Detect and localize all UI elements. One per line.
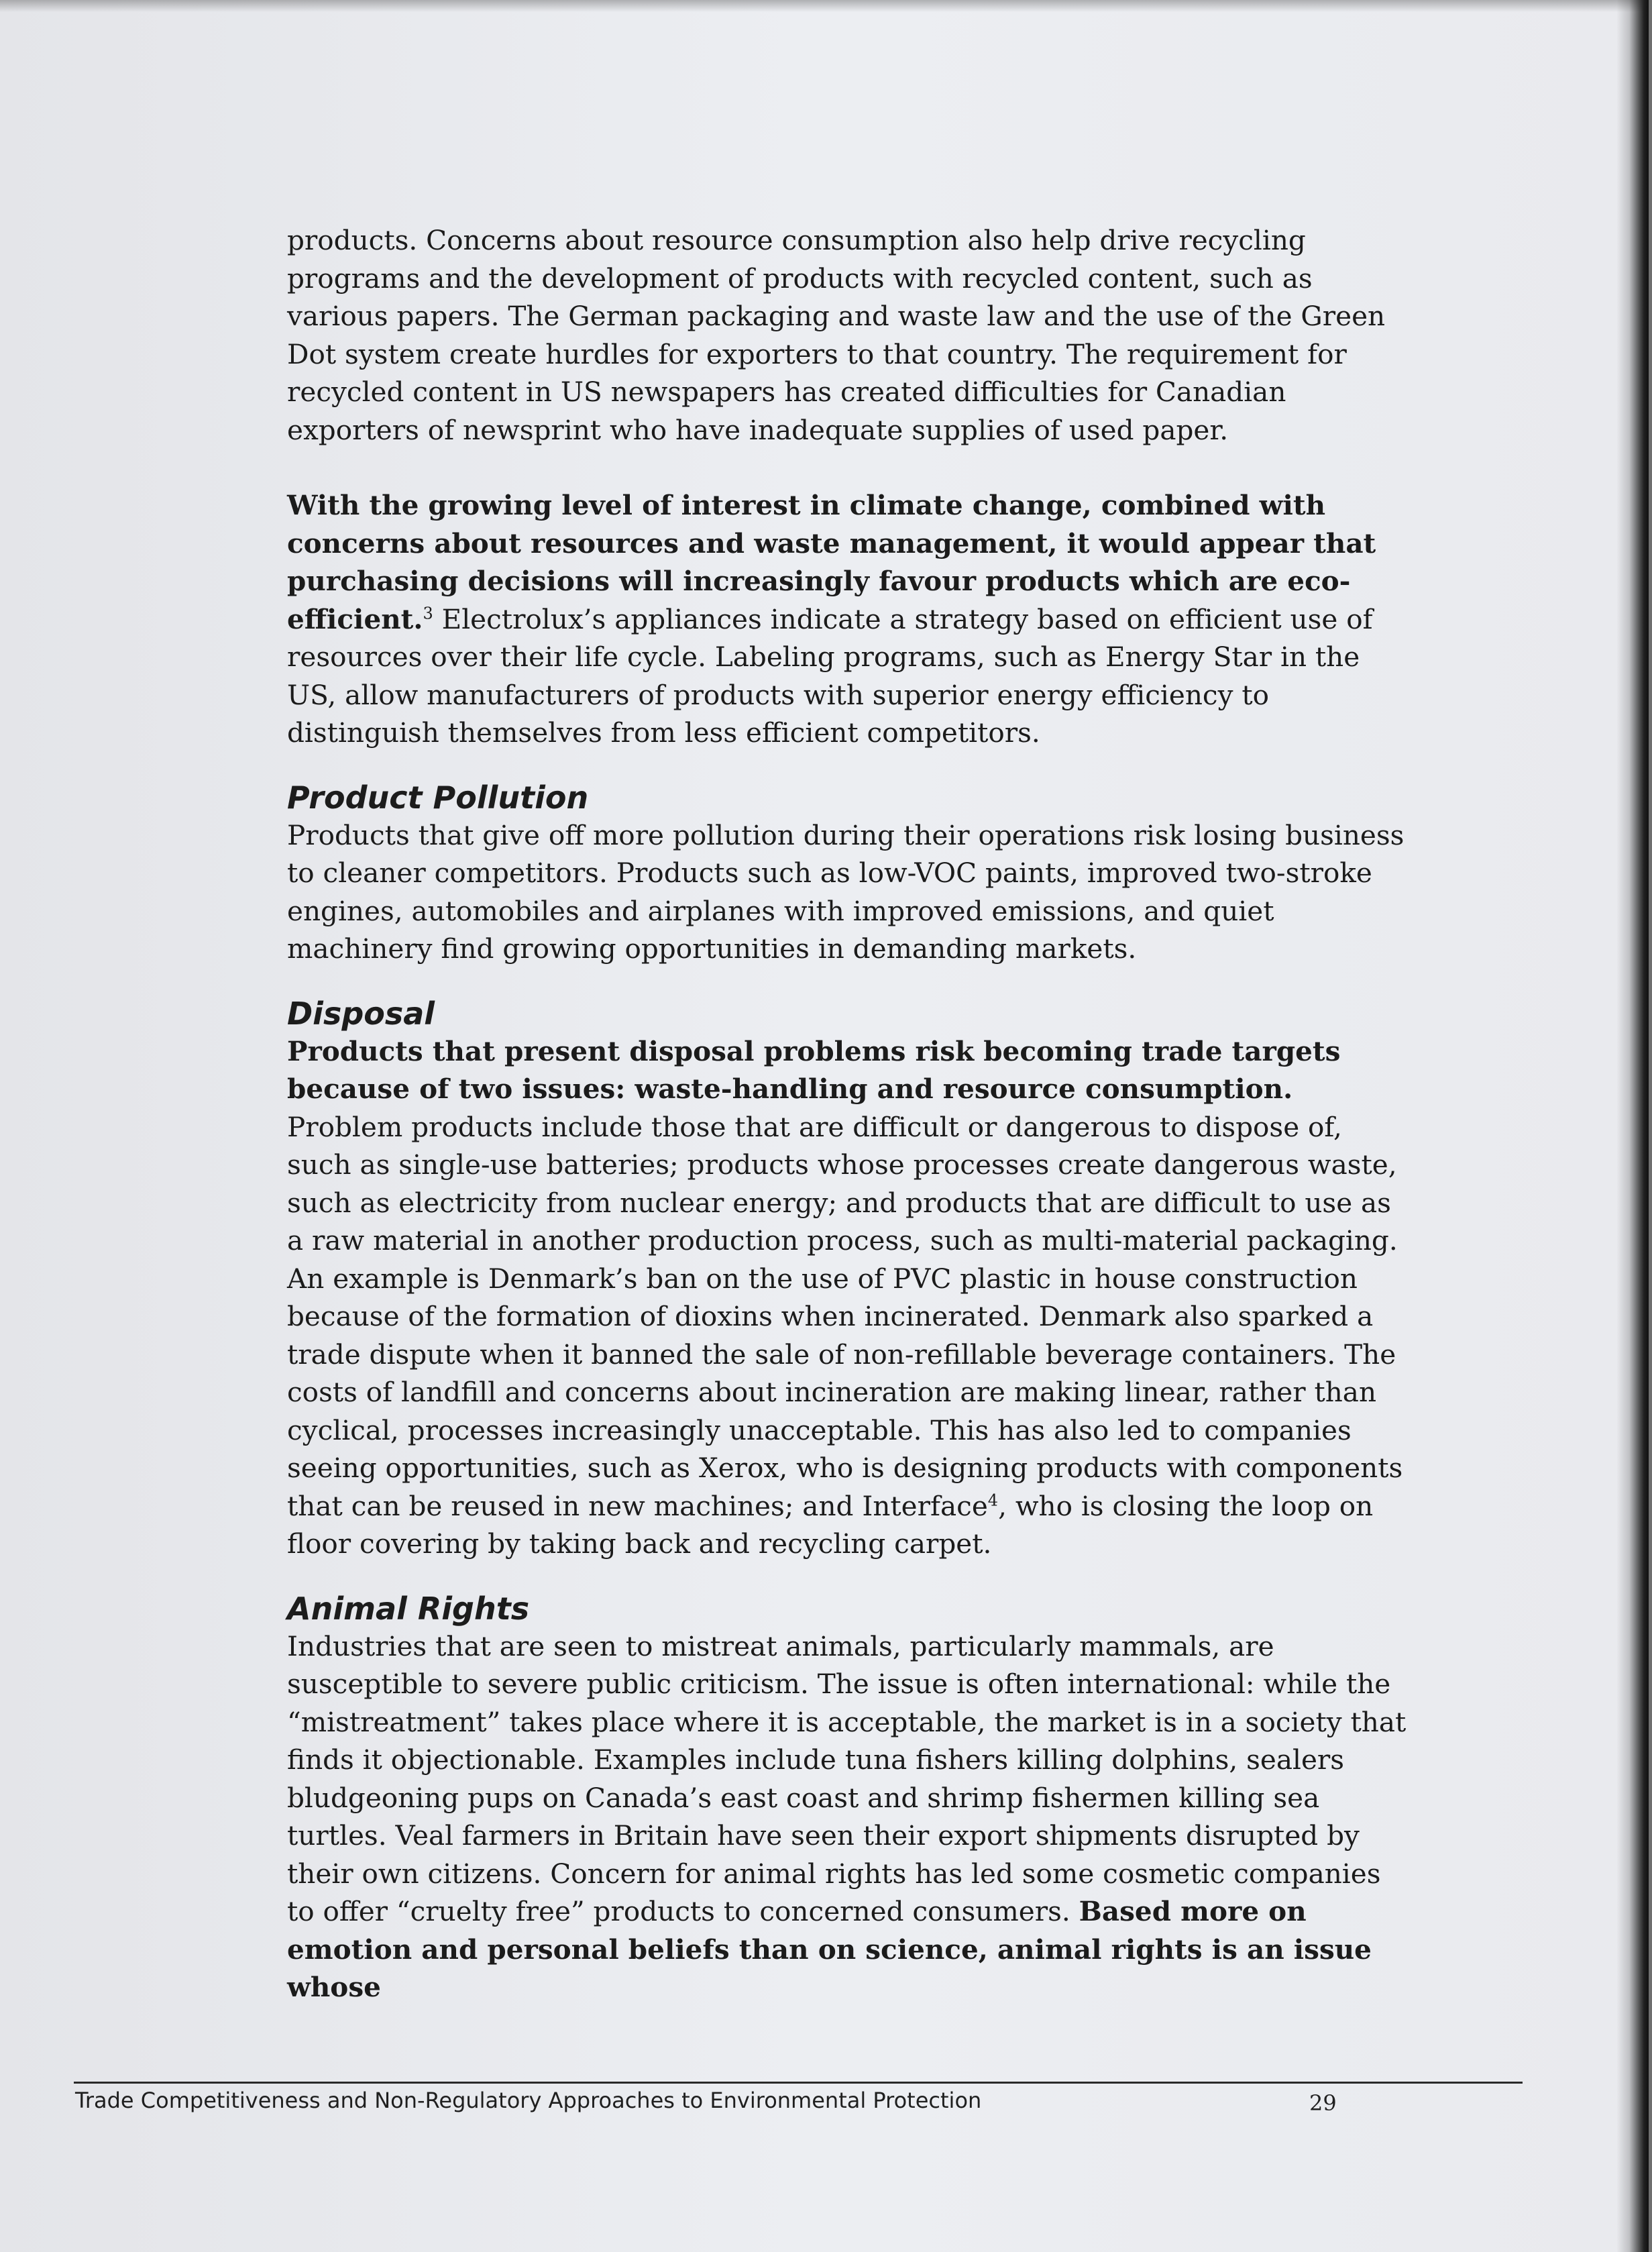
disposal-text: Problem products include those that are difficult or dangerous to dispose of, such as single-use batteries; products whose processes create dangerous waste, such as electricity from nuclear energy; and products that are difficult to use as a raw material in another production process, such as multi-material packaging. An example is Denmark’s ban on the use of PVC plastic in house construction because of the formation of dioxins when incinerated. Denmark also sparked a trade dispute when it banned the sale of non-refillable beverage containers. The costs of landfill and concerns about incineration are making linear, rather than cyclical, processes increasingly unacceptable. This has also led to companies seeing opportunities, such as Xerox, who is designing products with components that can be reused in new machines; and Interface (287, 1110, 1403, 1522)
body-text (287, 221, 1407, 2006)
eco-efficiency-text: Electrolux’s appliances indicate a strategy based on efficient use of resources over their life cycle. Labeling programs, such as Energy Star in the US, allow manufacturers of products with superior energy efficiency to distinguish themselves from less efficient competitors. (287, 602, 1373, 749)
disposal-text-end: , who is closing the loop on floor covering by taking back and recycling carpet. (287, 1489, 1374, 1560)
paragraph-animal-rights (287, 1627, 1407, 2006)
paragraph-disposal (287, 1032, 1407, 1563)
animal-rights-emphasis: Based more on emotion and personal beliefs than on science, animal rights is an issue whose (287, 1895, 1372, 2003)
footer-title: Trade Competitiveness and Non-Regulatory Approaches to Environmental Protection (75, 2088, 982, 2113)
scan-right-edge (1616, 0, 1649, 2252)
footnote-ref-4: 4 (987, 1491, 999, 1509)
heading-product-pollution: Product Pollution (287, 779, 589, 816)
footer-rule (74, 2082, 1523, 2084)
eco-efficiency-emphasis: With the growing level of interest in climate change, combined with concerns about resources and waste management, it would appear that purchasing decisions will increasingly favour products which are eco-efficient. (287, 489, 1376, 635)
heading-disposal: Disposal (287, 995, 435, 1032)
heading-animal-rights: Animal Rights (287, 1590, 530, 1627)
footnote-ref-3: 3 (423, 604, 433, 623)
scan-top-shadow (0, 0, 1649, 12)
paragraph-recycling: products. Concerns about resource consumption also help drive recycling programs and the development of products with recycled content, such as various papers. The German packaging and waste law and the use of the Green Dot system create hurdles for exporters to that country. The requirement for recycled content in US newspapers has created difficulties for Canadian exporters of newsprint who have inadequate supplies of used paper. (287, 224, 1386, 446)
page-number: 29 (1309, 2090, 1337, 2116)
paragraph-eco-efficiency (287, 486, 1407, 752)
disposal-emphasis: Products that present disposal problems risk becoming trade targets because of two issues: waste-handling and resource consumption. (287, 1034, 1341, 1105)
paragraph-product-pollution: Products that give off more pollution during their operations risk losing business to cleaner competitors. Products such as low-VOC paints, improved two-stroke engines, automobiles and airplanes with improved emissions, and quiet machinery find growing opportunities in demanding markets. (287, 818, 1405, 965)
animal-rights-text: Industries that are seen to mistreat animals, particularly mammals, are susceptible to severe public criticism. The issue is often international: while the “mistreatment” takes place where it is acceptable, the market is in a society that finds it objectionable. Examples include tuna fishers killing dolphins, sealers bludgeoning pups on Canada’s east coast and shrimp fishermen killing sea turtles. Veal farmers in Britain have seen their export shipments disrupted by their own citizens. Concern for animal rights has led some cosmetic companies to offer “cruelty free” products to concerned consumers. (287, 1629, 1407, 1927)
